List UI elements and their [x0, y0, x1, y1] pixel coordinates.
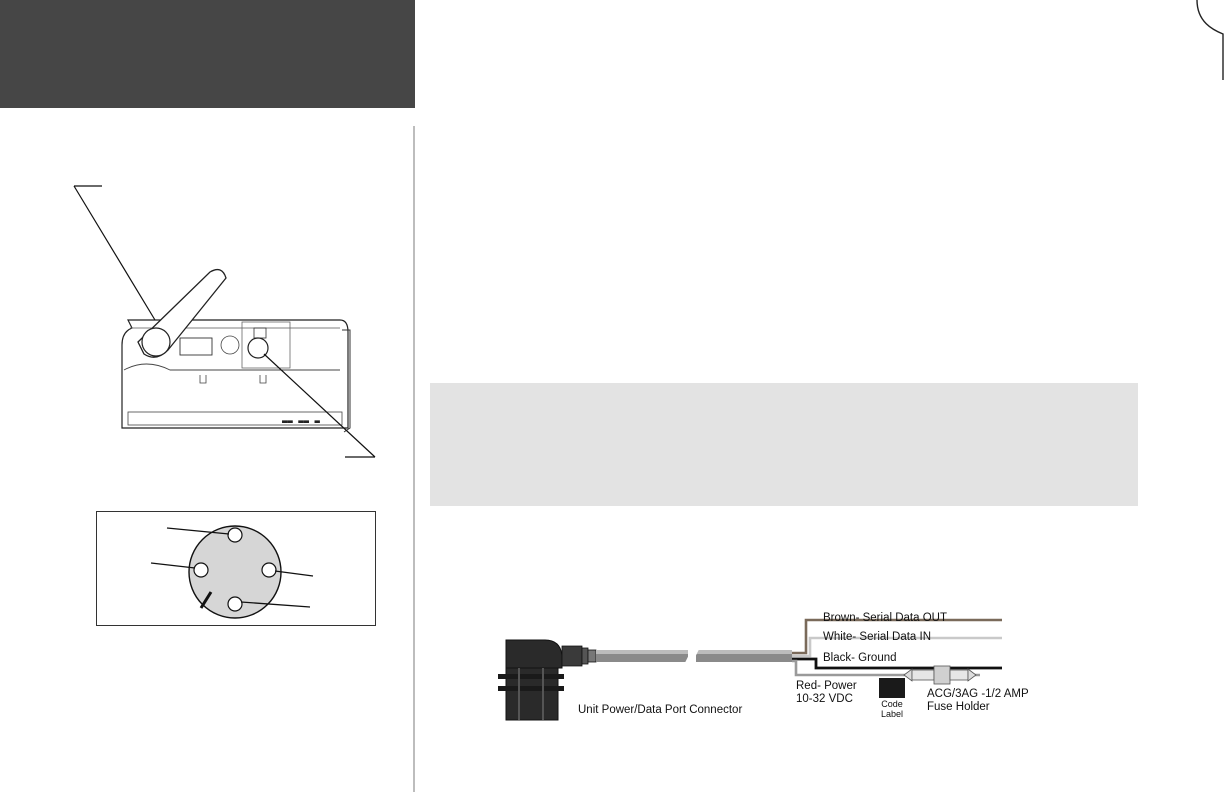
power-data-cable-figure — [490, 600, 1050, 730]
brown-wire-label: Brown- Serial Data OUT — [823, 612, 947, 624]
svg-text:▬▬ ▬▬ ▬: ▬▬ ▬▬ ▬ — [282, 417, 320, 427]
white-wire-label: White- Serial Data IN — [823, 631, 932, 643]
red-wire-label-line1: Red- Power — [796, 680, 857, 692]
code-label-tag — [879, 678, 905, 698]
antenna-callout-line — [74, 186, 155, 320]
black-wire-label: Black- Ground — [823, 652, 897, 664]
unit-back-view-figure — [60, 170, 400, 470]
column-divider — [413, 126, 415, 792]
pin-right — [262, 563, 276, 577]
fuse-holder-label-line1: ACG/3AG -1/2 AMP — [927, 688, 1029, 700]
connector-label: Unit Power/Data Port Connector — [578, 704, 743, 716]
pin-bottom — [228, 597, 242, 611]
code-label-text-line2: Label — [880, 709, 904, 719]
connector-pinout-figure — [96, 511, 376, 626]
cable-jacket — [596, 648, 792, 664]
note-box — [430, 383, 1138, 506]
pin-left-leader — [151, 563, 195, 568]
pin-top — [228, 528, 242, 542]
wires — [792, 620, 1002, 675]
section-header-block — [0, 0, 415, 108]
page-corner-mark — [1195, 0, 1224, 80]
pin-left — [194, 563, 208, 577]
fuse-holder-label-line2: Fuse Holder — [927, 701, 990, 713]
code-label-text-line1: Code — [881, 699, 903, 709]
red-wire-label-line2: 10-32 VDC — [796, 693, 853, 705]
